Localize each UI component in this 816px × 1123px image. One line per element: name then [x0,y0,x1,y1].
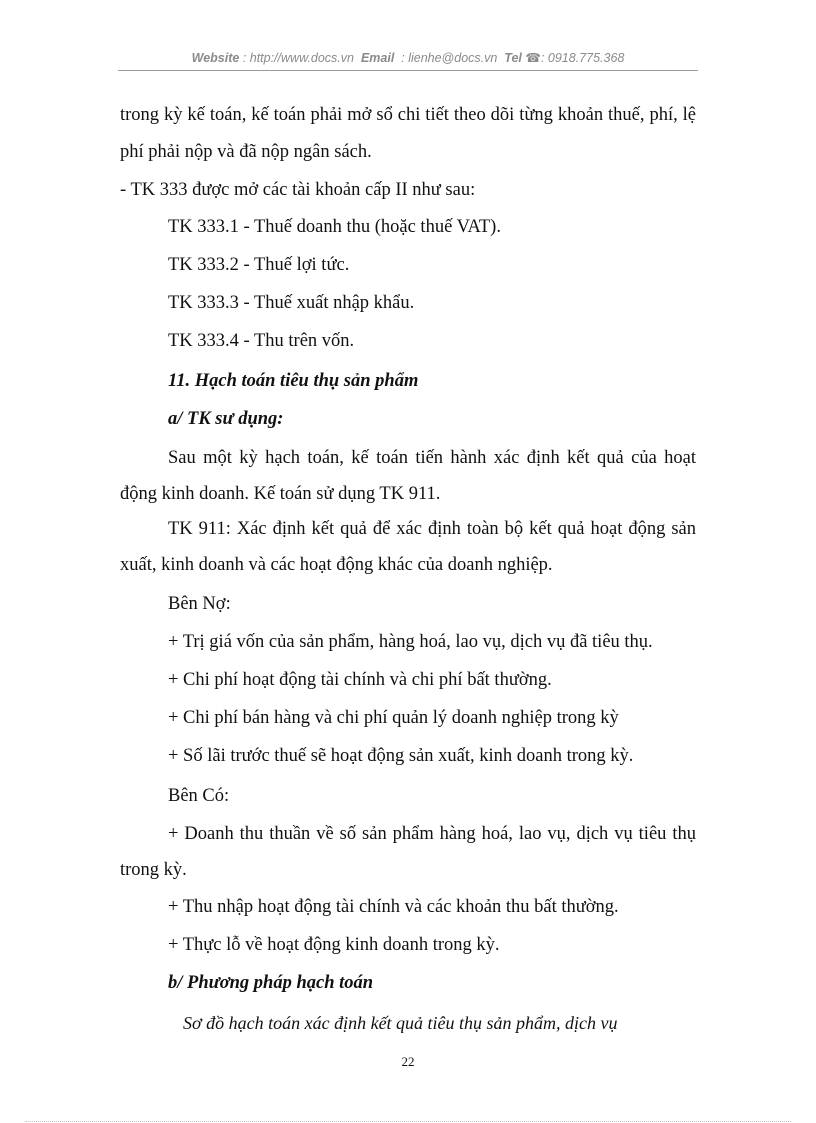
ben-co-item: + Thực lỗ về hoạt động kinh doanh trong kỳ. [168,935,500,955]
tk333-item: TK 333.1 - Thuế doanh thu (hoặc thuế VAT). [168,217,501,237]
ben-co-item: + Thu nhập hoạt động tài chính và các khoản thu bất thường. [168,897,619,917]
ben-no-item: + Số lãi trước thuế sẽ hoạt động sản xuất, kinh doanh trong kỳ. [168,746,634,766]
subheading-b: b/ Phương pháp hạch toán [168,973,374,993]
tel-label: Tel [504,51,522,65]
ben-no-item: + Chi phí bán hàng và chi phí quản lý doanh nghiệp trong kỳ [168,708,619,728]
paragraph-line: xuất, kinh doanh và các hoạt động khác của doanh nghiệp. [120,555,553,575]
paragraph-line: động kinh doanh. Kế toán sử dụng TK 911. [120,484,441,504]
subheading-a: a/ TK sư dụng: [168,409,284,429]
email-label: Email [360,51,395,65]
body-line: phí phải nộp và đã nộp ngân sách. [120,142,372,162]
website-label: Website [191,51,240,65]
phone-icon: ☎ [525,51,541,65]
body-line: trong kỳ kế toán, kế toán phải mở sổ chi tiết theo dõi từng khoản thuế, phí, lệ [120,105,696,125]
ben-no-item: + Trị giá vốn của sản phẩm, hàng hoá, lao vụ, dịch vụ đã tiêu thụ. [168,632,653,652]
page-header [118,50,698,65]
ben-co-item: + Doanh thu thuần về số sản phẩm hàng hoá, lao vụ, dịch vụ tiêu thụ [168,824,696,844]
tk333-item: TK 333.3 - Thuế xuất nhập khẩu. [168,293,415,313]
page-number: 22 [401,1054,415,1069]
tk333-intro: - TK 333 được mở các tài khoản cấp II như sau: [120,180,476,200]
header-divider [118,70,698,71]
paragraph-line: Sau một kỳ hạch toán, kế toán tiến hành xác định kết quả của hoạt [168,448,696,468]
ben-co-item-continuation: trong kỳ. [120,860,187,880]
diagram-caption: Sơ đồ hạch toán xác định kết quả tiêu thụ sản phẩm, dịch vụ [183,1013,618,1033]
ben-co-label: Bên Có: [168,786,230,806]
page-bottom-edge [25,1121,791,1122]
tk333-item: TK 333.4 - Thu trên vốn. [168,331,355,351]
website-url[interactable]: : http://www.docs.vn [242,51,354,65]
ben-no-item: + Chi phí hoạt động tài chính và chi phí bất thường. [168,670,552,690]
ben-no-label: Bên Nợ: [168,594,231,614]
paragraph-line: TK 911: Xác định kết quả để xác định toàn bộ kết quả hoạt động sản [168,519,696,539]
tk333-item: TK 333.2 - Thuế lợi tức. [168,255,350,275]
section-heading: 11. Hạch toán tiêu thụ sản phẩm [168,371,419,391]
tel-number: : 0918.775.368 [540,51,625,65]
email-address[interactable]: : lienhe@docs.vn [401,51,498,65]
